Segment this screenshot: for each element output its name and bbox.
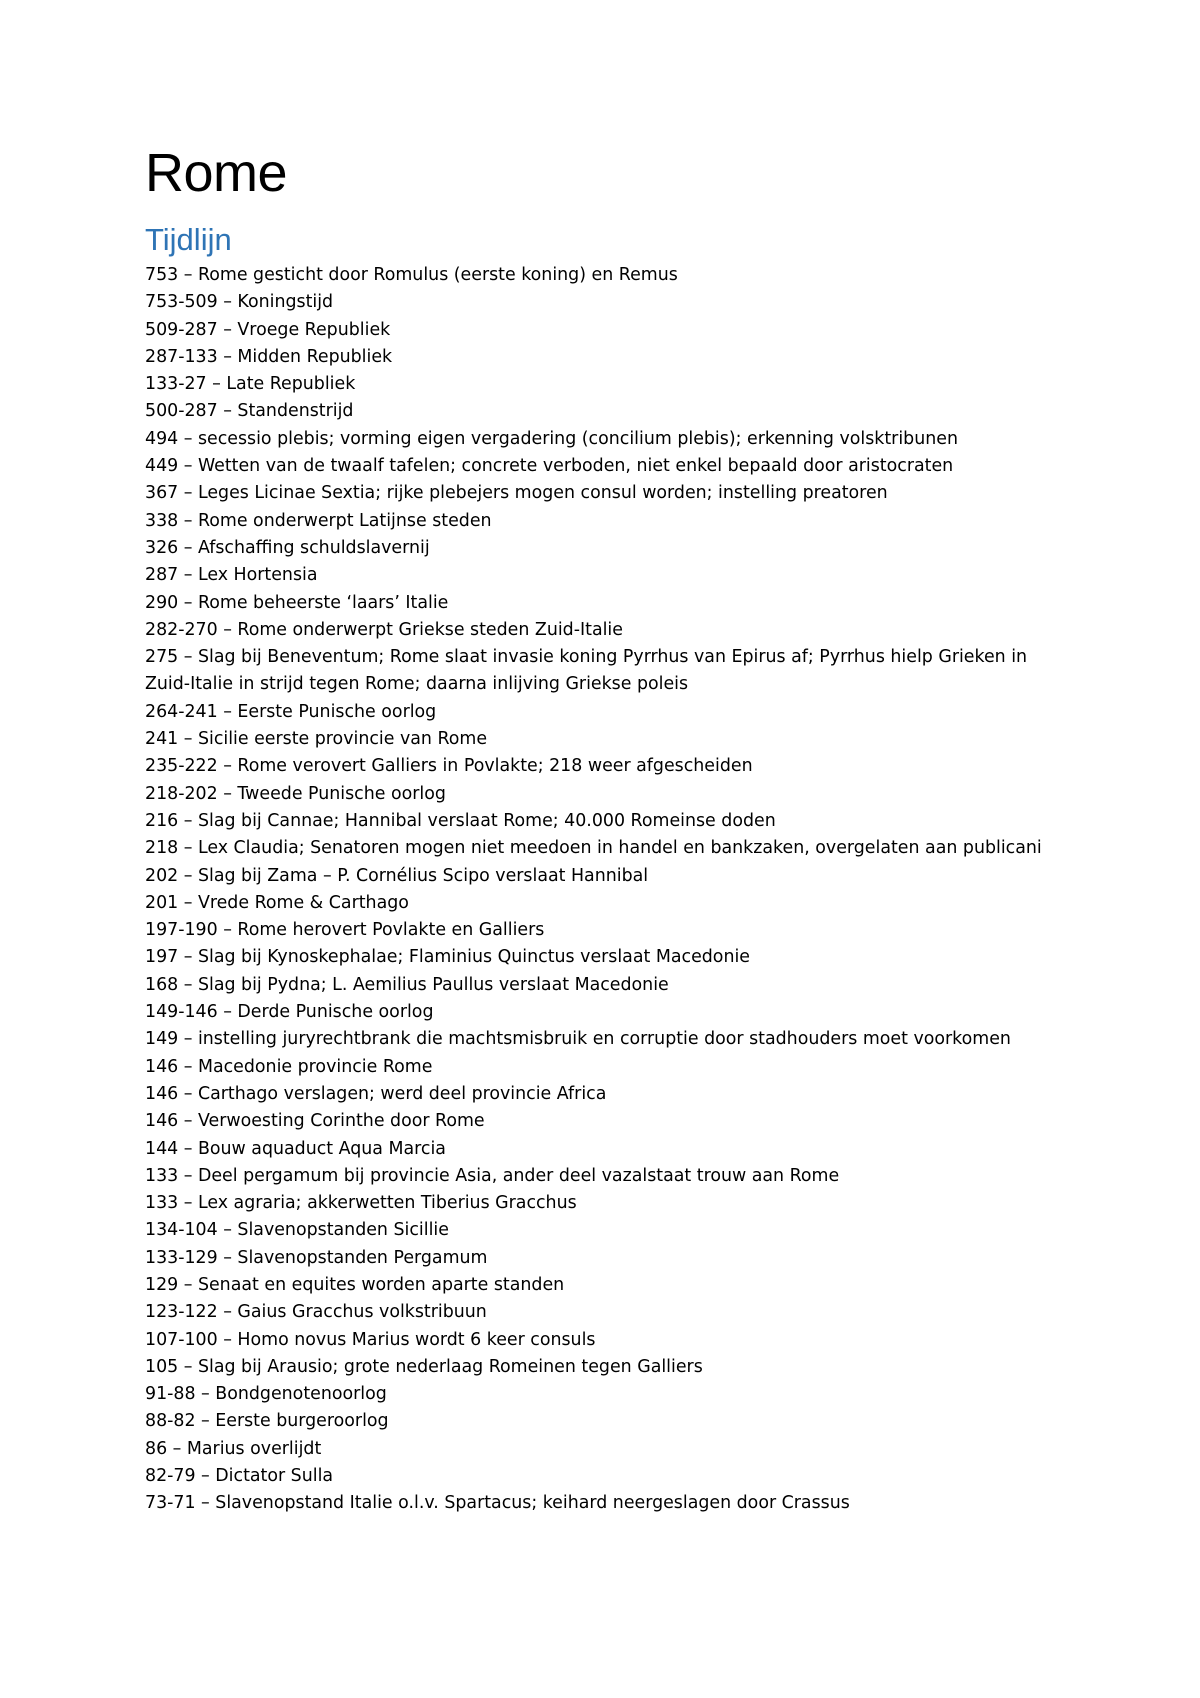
timeline-entry: 197-190 – Rome herovert Povlakte en Galliers	[145, 920, 545, 941]
timeline-entry: 264-241 – Eerste Punische oorlog	[145, 701, 437, 722]
timeline-entry: 168 – Slag bij Pydna; L. Aemilius Paullus verslaat Macedonie	[145, 974, 669, 995]
timeline-entry: 326 – Afschaffing schuldslavernij	[145, 537, 430, 558]
timeline-entry: 500-287 – Standenstrijd	[145, 401, 354, 422]
timeline-entry: 134-104 – Slavenopstanden Sicillie	[145, 1220, 449, 1241]
timeline-entry: 88-82 – Eerste burgeroorlog	[145, 1411, 389, 1432]
timeline-entry: 218-202 – Tweede Punische oorlog	[145, 783, 446, 804]
timeline-entry: 753-509 – Koningstijd	[145, 292, 334, 313]
timeline-entry: 133-129 – Slavenopstanden Pergamum	[145, 1247, 488, 1268]
timeline-entry: 235-222 – Rome verovert Galliers in Povlakte; 218 weer afgescheiden	[145, 756, 753, 777]
document-body	[145, 138, 1065, 1518]
timeline-entry: 144 – Bouw aquaduct Aqua Marcia	[145, 1138, 446, 1159]
timeline-entry: 282-270 – Rome onderwerpt Griekse steden Zuid-Italie	[145, 619, 623, 640]
timeline-entry: 133 – Lex agraria; akkerwetten Tiberius Gracchus	[145, 1193, 577, 1214]
timeline-entry: 129 – Senaat en equites worden aparte standen	[145, 1274, 565, 1295]
timeline-entry: 202 – Slag bij Zama – P. Cornélius Scipo verslaat Hannibal	[145, 865, 649, 886]
timeline-entry: 367 – Leges Licinae Sextia; rijke plebejers mogen consul worden; instelling preatoren	[145, 483, 888, 504]
timeline-entry: 197 – Slag bij Kynoskephalae; Flaminius Quinctus verslaat Macedonie	[145, 947, 750, 968]
timeline-entry: 275 – Slag bij Beneventum; Rome slaat invasie koning Pyrrhus van Epirus af; Pyrrhus hielp Grieken in Zuid-Italie in strijd tegen Rome; daarna inlijving Griekse poleis	[145, 647, 1028, 695]
timeline-entry: 449 – Wetten van de twaalf tafelen; concrete verboden, niet enkel bepaald door aristocraten	[145, 456, 954, 477]
timeline-entry: 86 – Marius overlijdt	[145, 1438, 322, 1459]
timeline-entry: 509-287 – Vroege Republiek	[145, 319, 391, 340]
timeline-entry: 146 – Verwoesting Corinthe door Rome	[145, 1111, 485, 1132]
timeline-entry: 146 – Macedonie provincie Rome	[145, 1056, 433, 1077]
timeline-list	[145, 262, 1065, 1518]
timeline-entry: 494 – secessio plebis; vorming eigen vergadering (concilium plebis); erkenning volsktribunen	[145, 428, 958, 449]
timeline-entry: 149-146 – Derde Punische oorlog	[145, 1002, 434, 1023]
timeline-entry: 287-133 – Midden Republiek	[145, 346, 393, 367]
timeline-entry: 287 – Lex Hortensia	[145, 565, 318, 586]
timeline-entry: 133 – Deel pergamum bij provincie Asia, ander deel vazalstaat trouw aan Rome	[145, 1165, 840, 1186]
timeline-entry: 241 – Sicilie eerste provincie van Rome	[145, 729, 488, 750]
timeline-entry: 123-122 – Gaius Gracchus volkstribuun	[145, 1302, 487, 1323]
timeline-entry: 338 – Rome onderwerpt Latijnse steden	[145, 510, 492, 531]
timeline-entry: 107-100 – Homo novus Marius wordt 6 keer consuls	[145, 1329, 596, 1350]
timeline-entry: 146 – Carthago verslagen; werd deel provincie Africa	[145, 1083, 607, 1104]
timeline-entry: 290 – Rome beheerste ‘laars’ Italie	[145, 592, 449, 613]
document-title: Rome	[145, 143, 288, 203]
timeline-entry: 201 – Vrede Rome & Carthago	[145, 892, 409, 913]
timeline-entry: 73-71 – Slavenopstand Italie o.l.v. Spartacus; keihard neergeslagen door Crassus	[145, 1493, 850, 1514]
timeline-entry: 91-88 – Bondgenotenoorlog	[145, 1384, 387, 1405]
timeline-entry: 105 – Slag bij Arausio; grote nederlaag Romeinen tegen Galliers	[145, 1356, 703, 1377]
timeline-entry: 753 – Rome gesticht door Romulus (eerste koning) en Remus	[145, 265, 678, 285]
timeline-entry: 82-79 – Dictator Sulla	[145, 1466, 334, 1487]
timeline-entry: 216 – Slag bij Cannae; Hannibal verslaat Rome; 40.000 Romeinse doden	[145, 810, 776, 831]
section-heading-timeline: Tijdlijn	[145, 222, 232, 257]
timeline-entry: 218 – Lex Claudia; Senatoren mogen niet meedoen in handel en bankzaken, overgelaten aan publicani	[145, 838, 1042, 859]
timeline-entry: 133-27 – Late Republiek	[145, 374, 356, 395]
timeline-entry: 149 – instelling juryrechtbrank die machtsmisbruik en corruptie door stadhouders moet voorkomen	[145, 1029, 1011, 1050]
